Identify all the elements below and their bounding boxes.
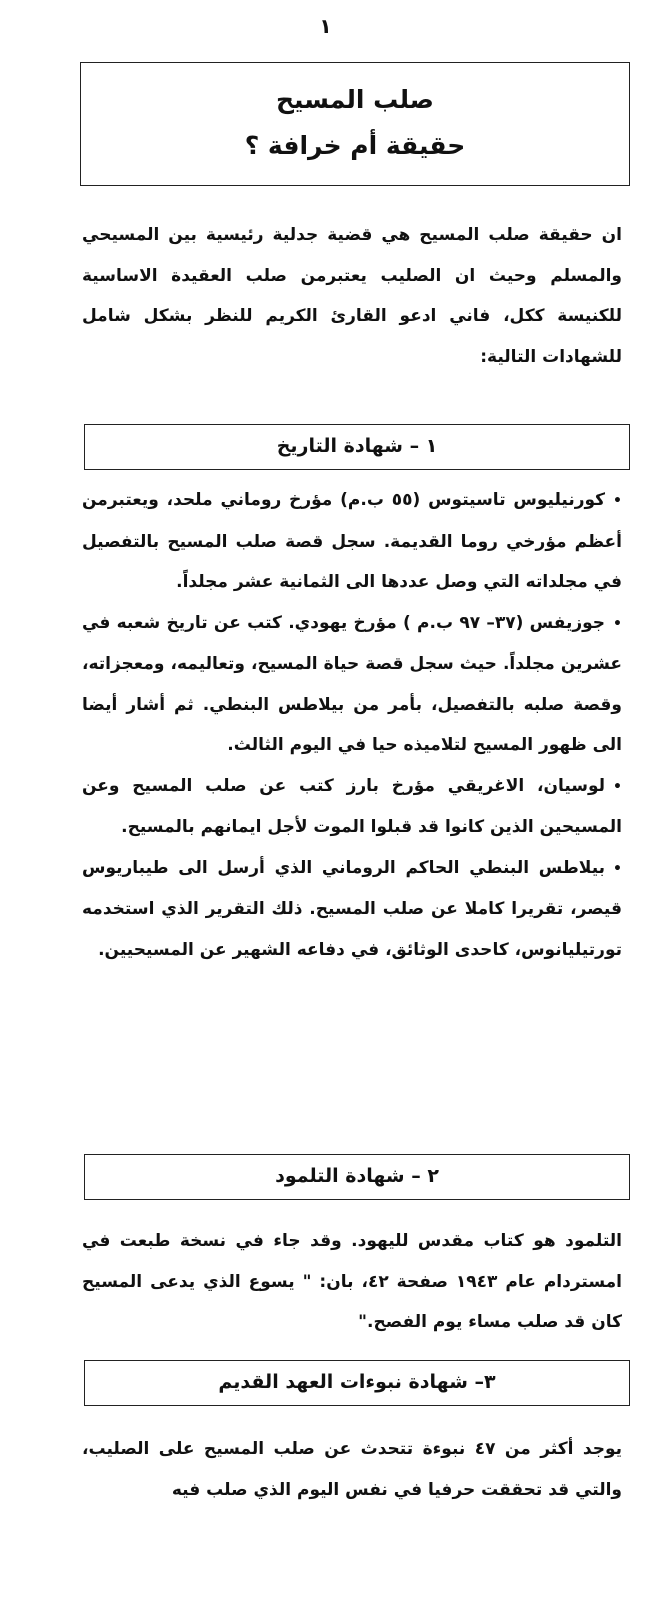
talmud-paragraph: التلمود هو كتاب مقدس لليهود. وقد جاء في نسخة طبعت في امستردام عام ١٩٤٣ صفحة ٤٢، بان: " يسوع الذي يدعى المسيح كان قد صلب مساء يوم الفصح." (82, 1231, 622, 1332)
intro-paragraph: ان حقيقة صلب المسيح هي قضية جدلية رئيسية بين المسيحي والمسلم وحيث ان الصليب يعتبرمن صلب العقيدة الاساسية للكنيسة ككل، فاني ادعو القارئ الكريم للنظر بشكل شامل للشهادات التالية: (82, 225, 622, 367)
item-text: الحاكم الروماني الذي أرسل الى طيباريوس قيصر، تقريرا كاملا عن صلب المسيح. ذلك التقرير الذي استخدمه تورتيليانوس، كاحدى الوثائق، في دفاعه الشهير عن المسيحيين. (82, 857, 622, 960)
list-item (82, 848, 622, 971)
page-number: ١ (319, 14, 332, 38)
item-text: (٣٧– ٩٧ ب.م ) مؤرخ يهودي. كتب عن تاريخ شعبه في عشرين مجلداً. حيث سجل قصة حياة المسيح، وتعاليمه، ومعجزاته، وقصة صلبه بالتفصيل، بأمر من بيلاطس البنطي. ثم أشار أيضا الى ظهور المسيح لتلاميذه حيا في اليوم الثالث. (82, 612, 622, 755)
title-box (80, 62, 630, 186)
item-lead: بيلاطس البنطي (469, 857, 606, 878)
item-text: مؤرخ بارز كتب عن صلب المسيح وعن المسيحين الذين كانوا قد قبلوا الموت لأجل ايمانهم بالمسيح. (82, 775, 622, 837)
list-item (82, 766, 622, 848)
section-heading-talmud: ٢ – شهادة التلمود (84, 1154, 630, 1200)
item-lead: لوسيان، الاغريقي (447, 775, 606, 796)
bullet-icon: • (613, 615, 622, 632)
prophecies-paragraph: يوجد أكثر من ٤٧ نبوءة تتحدث عن صلب المسيح على الصليب، والتي قد تحققت حرفيا في نفس اليوم الذي صلب فيه (82, 1439, 622, 1500)
bullet-icon: • (613, 860, 622, 877)
item-lead: كورنيليوس تاسيتوس (428, 490, 606, 510)
section-heading-prophecies: ٣– شهادة نبوءات العهد القديم (84, 1360, 630, 1406)
list-item (82, 480, 622, 603)
document-title: صلب المسيح (276, 85, 434, 114)
bullet-icon: • (613, 493, 622, 509)
document-subtitle: حقيقة أم خرافة ؟ (244, 131, 466, 160)
bullet-icon: • (613, 778, 622, 795)
section-heading-history: ١ – شهادة التاريخ (84, 424, 630, 470)
item-text: (٥٥ ب.م) مؤرخ روماني ملحد، ويعتبرمن أعظم مؤرخي روما القديمة. سجل قصة صلب المسيح بالتفصيل في مجلداته التي وصل عددها الى الثمانية عشر مجلداً. (82, 490, 622, 592)
item-lead: جوزيفس (529, 612, 606, 633)
list-item (82, 603, 622, 766)
history-list (82, 480, 622, 970)
